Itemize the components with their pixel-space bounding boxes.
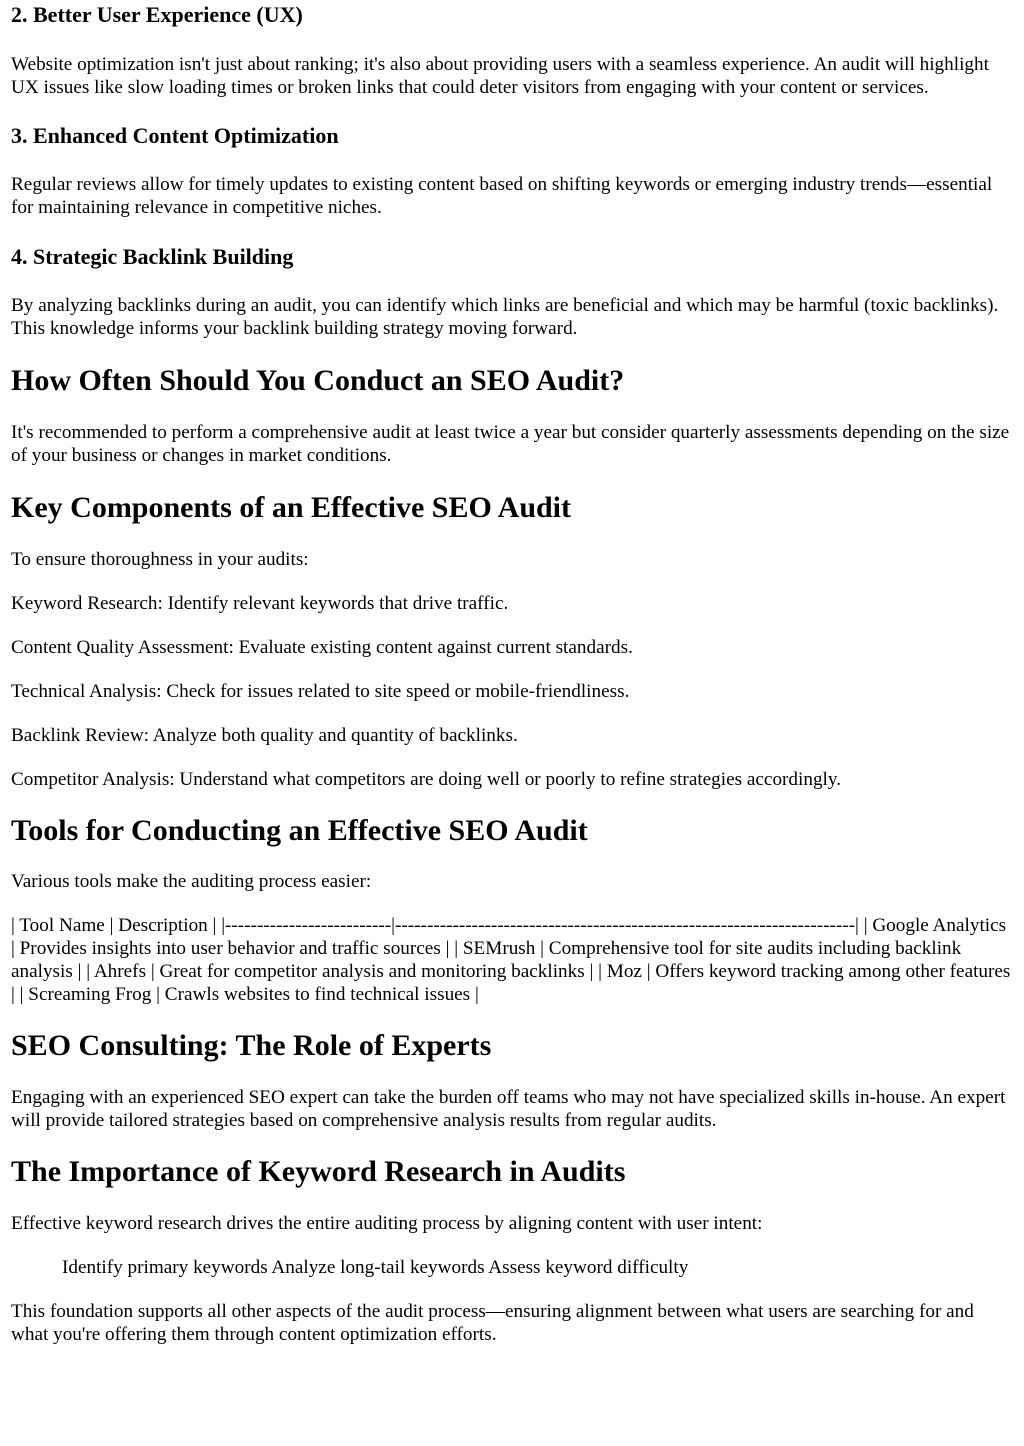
tools-table-text: | Tool Name | Description | |--------------------------|------------------------------------------------------------------------| | Google Analytics | Provides insights into user behavior and traffic sources | | SEMrush | Comprehensive tool for site audits including backlink analysis | | Ahrefs | Great for competitor analysis and monitoring backlinks | | Moz | Offers keyword tracking among other features | | Screaming Frog | Crawls websites to find technical issues | — [11, 915, 1011, 1005]
tools-intro: Various tools make the auditing process easier: — [11, 871, 372, 892]
ux-heading: 2. Better User Experience (UX) — [11, 2, 303, 27]
keyword-research-list: Identify primary keywords Analyze long-tail keywords Assess keyword difficulty — [62, 1257, 689, 1278]
key-components-heading: Key Components of an Effective SEO Audit — [11, 491, 572, 524]
keyword-research-heading: The Importance of Keyword Research in Audits — [11, 1155, 626, 1188]
audit-frequency-heading: How Often Should You Conduct an SEO Audit? — [11, 364, 625, 397]
component-item: Keyword Research: Identify relevant keywords that drive traffic. — [11, 593, 509, 614]
component-item: Competitor Analysis: Understand what competitors are doing well or poorly to refine strategies accordingly. — [11, 769, 842, 790]
seo-consulting-heading: SEO Consulting: The Role of Experts — [11, 1029, 492, 1062]
seo-consulting-paragraph: Engaging with an experienced SEO expert can take the burden off teams who may not have specialized skills in-house. An expert will provide tailored strategies based on comprehensive analysis results from regular audits. — [11, 1087, 1006, 1131]
backlink-building-heading: 4. Strategic Backlink Building — [11, 244, 294, 269]
component-item: Backlink Review: Analyze both quality and quantity of backlinks. — [11, 725, 518, 746]
keyword-research-intro: Effective keyword research drives the entire auditing process by aligning content with user intent: — [11, 1213, 763, 1234]
keyword-research-conclusion: This foundation supports all other aspects of the audit process—ensuring alignment between what users are searching for and what you're offering them through content optimization efforts. — [11, 1301, 974, 1345]
content-optimization-heading: 3. Enhanced Content Optimization — [11, 123, 339, 148]
component-item: Technical Analysis: Check for issues related to site speed or mobile-friendliness. — [11, 681, 630, 702]
backlink-building-paragraph: By analyzing backlinks during an audit, you can identify which links are beneficial and which may be harmful (toxic backlinks). This knowledge informs your backlink building strategy moving forward. — [11, 295, 999, 339]
content-optimization-paragraph: Regular reviews allow for timely updates to existing content based on shifting keywords or emerging industry trends—essential for maintaining relevance in competitive niches. — [11, 174, 993, 218]
ux-paragraph: Website optimization isn't just about ranking; it's also about providing users with a seamless experience. An audit will highlight UX issues like slow loading times or broken links that could deter visitors from engaging with your content or services. — [11, 54, 989, 98]
tools-heading: Tools for Conducting an Effective SEO Audit — [11, 814, 588, 847]
audit-frequency-paragraph: It's recommended to perform a comprehensive audit at least twice a year but consider quarterly assessments depending on the size of your business or changes in market conditions. — [11, 422, 1010, 466]
key-components-intro: To ensure thoroughness in your audits: — [11, 549, 309, 570]
component-item: Content Quality Assessment: Evaluate existing content against current standards. — [11, 637, 633, 658]
